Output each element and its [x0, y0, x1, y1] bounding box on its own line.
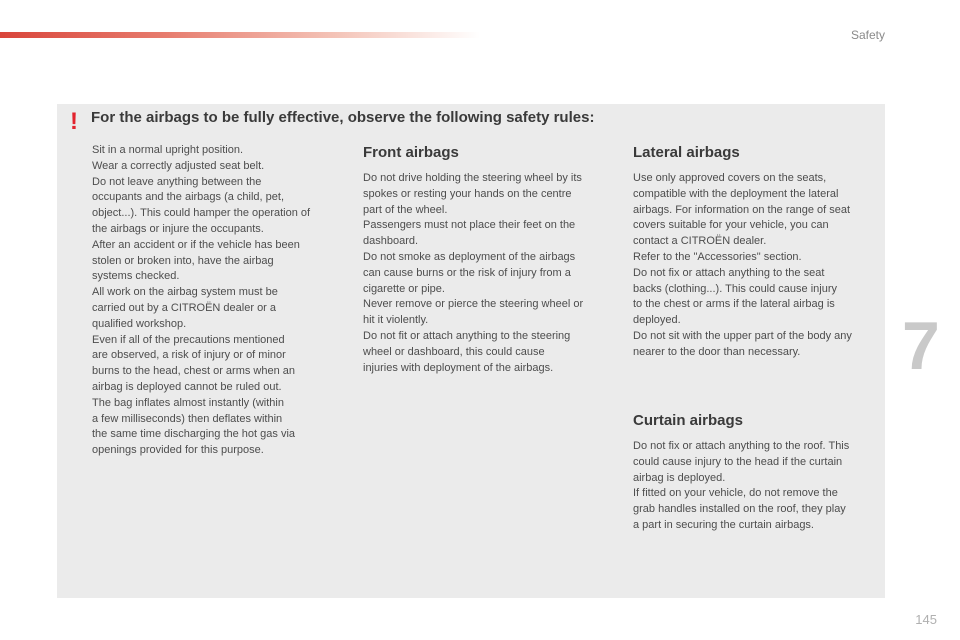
text-line: Use only approved covers on the seats,	[633, 172, 827, 184]
text-line: burns to the head, chest or arms when an	[92, 365, 296, 378]
text-line: injuries with deployment of the airbags.	[363, 361, 554, 374]
text-line: can cause burns or the risk of injury from a	[363, 266, 571, 279]
chapter-number: 7	[902, 308, 940, 384]
text-line: Wear a correctly adjusted seat belt.	[92, 159, 265, 172]
text-line: airbag is deployed.	[633, 471, 726, 484]
text-line: the same time discharging the hot gas via	[92, 428, 296, 441]
text-line: Do not fit or attach anything to the steering	[363, 329, 571, 342]
text-line: Do not drive holding the steering wheel by its	[363, 172, 582, 184]
section-title: Safety	[850, 28, 885, 42]
page-number: 145	[915, 612, 937, 627]
text-line: the airbags or injure the occupants.	[92, 222, 264, 235]
curtain-airbags-title: Curtain airbags	[633, 412, 744, 429]
header-accent-bar	[0, 32, 480, 38]
text-line: systems checked.	[92, 270, 180, 283]
text-line: Passengers must not place their feet on the	[363, 219, 576, 232]
text-line: to the chest or arms if the lateral airbag is	[633, 298, 835, 311]
text-line: After an accident or if the vehicle has been	[92, 238, 300, 251]
text-line: cigarette or pipe.	[363, 282, 445, 295]
front-airbags-title: Front airbags	[363, 144, 459, 161]
exclamation-mark-icon: !	[70, 108, 78, 135]
text-line: covers suitable for your vehicle, you can	[633, 219, 829, 232]
text-line: grab handles installed on the roof, they play	[633, 503, 846, 516]
text-line: Do not fix or attach anything to the roof. This	[633, 440, 850, 452]
text-line: airbag is deployed cannot be ruled out.	[92, 380, 282, 393]
text-line: Do not fix or attach anything to the seat	[633, 266, 825, 279]
text-line: backs (clothing...). This could cause injury	[633, 282, 837, 295]
curtain-airbags-text	[633, 439, 881, 534]
text-line: wheel or dashboard, this could cause	[363, 345, 545, 358]
text-line: openings provided for this purpose.	[92, 444, 264, 457]
general-rules-column	[92, 143, 348, 459]
text-line: Never remove or pierce the steering wheel or	[363, 298, 584, 311]
text-line: spokes or resting your hands on the centre	[363, 187, 572, 200]
text-line: Do not smoke as deployment of the airbags	[363, 250, 576, 263]
text-line: are observed, a risk of injury or of minor	[92, 349, 286, 362]
lateral-airbags-text	[633, 171, 881, 361]
text-line: compatible with the deployment the lateral	[633, 187, 839, 200]
text-line: Do not leave anything between the	[92, 175, 262, 188]
general-rules-text	[92, 143, 348, 459]
lateral-airbags-section	[633, 144, 881, 361]
curtain-airbags-section	[633, 412, 881, 534]
front-airbags-section	[363, 144, 615, 376]
text-line: could cause injury to the head if the curtain	[633, 455, 843, 468]
text-line: Do not sit with the upper part of the body any	[633, 329, 852, 342]
text-line: Sit in a normal upright position.	[92, 144, 244, 156]
text-line: Even if all of the precautions mentioned	[92, 333, 285, 346]
text-line: If fitted on your vehicle, do not remove the	[633, 487, 838, 500]
lateral-airbags-title: Lateral airbags	[633, 144, 740, 161]
text-line: contact a CITROËN dealer.	[633, 235, 767, 248]
front-airbags-text	[363, 171, 615, 376]
text-line: dashboard.	[363, 235, 419, 248]
text-line: occupants and the airbags (a child, pet,	[92, 191, 285, 204]
text-line: The bag inflates almost instantly (within	[92, 396, 284, 409]
text-line: deployed.	[633, 314, 681, 327]
text-line: hit it violently.	[363, 314, 429, 327]
panel-heading: For the airbags to be fully effective, observe the following safety rules:	[91, 109, 595, 126]
text-line: part of the wheel.	[363, 203, 448, 216]
text-line: carried out by a CITROËN dealer or a	[92, 301, 277, 314]
text-line: stolen or broken into, have the airbag	[92, 254, 274, 267]
text-line: nearer to the door than necessary.	[633, 345, 801, 358]
text-line: object...). This could hamper the operation of	[92, 207, 311, 220]
text-line: qualified workshop.	[92, 317, 187, 330]
text-line: All work on the airbag system must be	[92, 286, 278, 299]
text-line: a few milliseconds) then deflates within	[92, 412, 283, 425]
text-line: a part in securing the curtain airbags.	[633, 518, 814, 531]
text-line: Refer to the "Accessories" section.	[633, 250, 802, 263]
text-line: airbags. For information on the range of seat	[633, 203, 851, 216]
